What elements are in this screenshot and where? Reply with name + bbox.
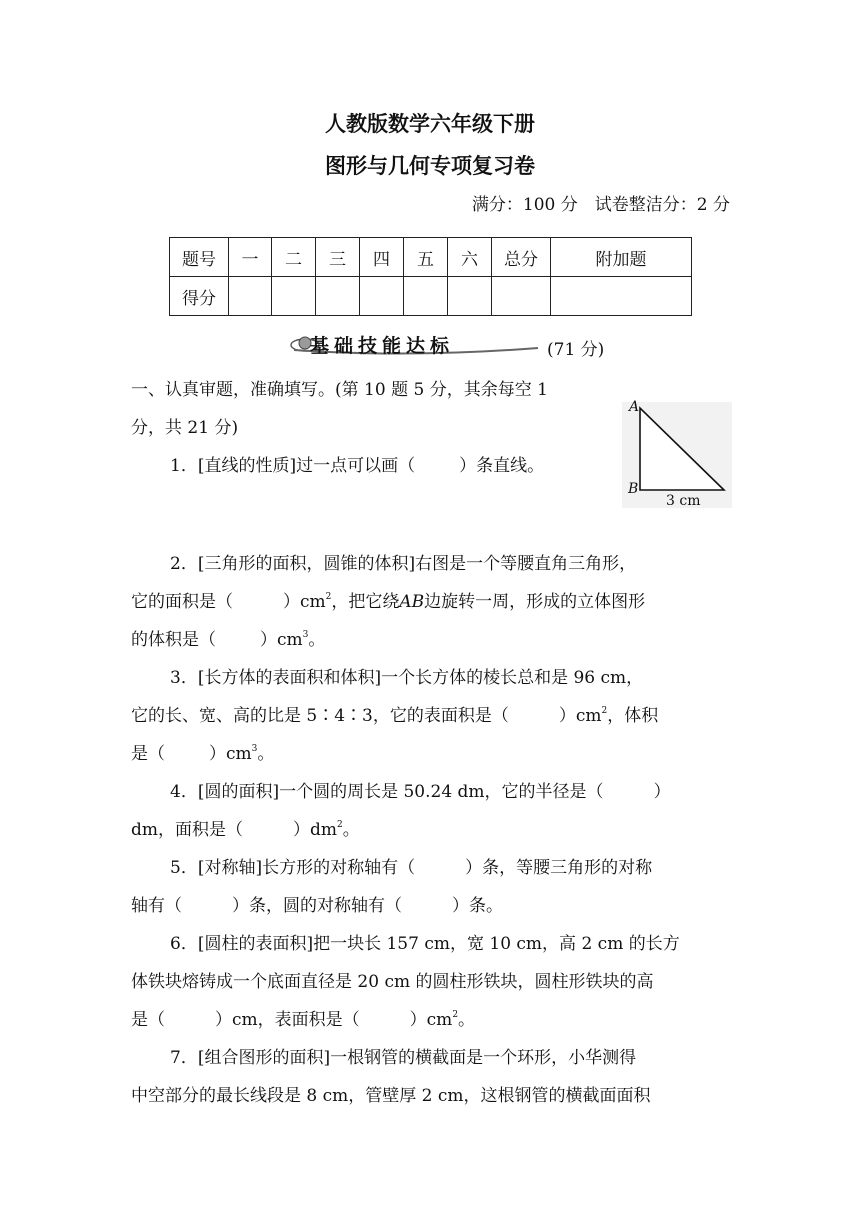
question-7-line-2: 中空部分的最长线段是 8 cm，管壁厚 2 cm，这根钢管的横截面面积 bbox=[131, 1086, 651, 1106]
question-3: 3．[长方体的表面积和体积]一个长方体的棱长总和是 96 cm， bbox=[170, 668, 644, 688]
part1-heading-cont: 分，共 21 分) bbox=[131, 418, 239, 438]
question-1: 1．[直线的性质]过一点可以画（ ）条直线。 bbox=[170, 456, 545, 476]
figure-length-label: 3 cm bbox=[666, 493, 701, 509]
paper-title: 人教版数学六年级下册 bbox=[325, 111, 535, 136]
section-points: (71 分) bbox=[547, 340, 605, 360]
table-cell: 二 bbox=[272, 238, 316, 277]
question-3-line-3: 是（ ）$cm^3$。 bbox=[131, 744, 275, 764]
paper-subtitle: 图形与几何专项复习卷 bbox=[325, 153, 535, 178]
question-6-line-3: 是（ ）cm，表面积是（ ）$cm^2$。 bbox=[131, 1010, 476, 1030]
table-cell: 一 bbox=[229, 238, 272, 277]
score-cell bbox=[272, 277, 316, 316]
question-3-line-2: 它的长、宽、高的比是 5∶4∶3，它的表面积是（ ）$cm^2$，体积 bbox=[131, 706, 659, 726]
table-cell: 五 bbox=[404, 238, 448, 277]
score-cell bbox=[448, 277, 492, 316]
figure-label-a: A bbox=[629, 399, 640, 415]
score-info: 满分：100 分 试卷整洁分：2 分 bbox=[471, 195, 730, 215]
question-5-line-2: 轴有（ ）条，圆的对称轴有（ ）条。 bbox=[131, 896, 503, 916]
table-cell: 六 bbox=[448, 238, 492, 277]
score-table-header-row bbox=[170, 238, 692, 277]
table-cell: 题号 bbox=[170, 238, 229, 277]
question-2-line-2: 它的面积是（ ）$cm^2$，把它绕AB边旋转一周，形成的立体图形 bbox=[131, 592, 646, 612]
table-cell: 附加题 bbox=[551, 238, 692, 277]
section-title: 基础技能达标 bbox=[310, 335, 455, 357]
question-2: 2．[三角形的面积，圆锥的体积]右图是一个等腰直角三角形， bbox=[170, 554, 637, 574]
table-cell: 总分 bbox=[492, 238, 551, 277]
question-4-line-2: dm，面积是（ ）$dm^2$。 bbox=[131, 820, 360, 840]
score-cell bbox=[316, 277, 360, 316]
figure-label-b: B bbox=[628, 481, 639, 497]
part1-heading: 一、认真审题，准确填写。(第 10 题 5 分，其余每空 1 bbox=[131, 380, 548, 400]
question-5: 5．[对称轴]长方形的对称轴有（ ）条，等腰三角形的对称 bbox=[170, 858, 653, 878]
section-header bbox=[290, 330, 620, 360]
table-cell: 四 bbox=[360, 238, 404, 277]
question-2-line-3: 的体积是（ ）$cm^3$。 bbox=[131, 630, 326, 650]
table-cell: 得分 bbox=[170, 277, 229, 316]
question-6-line-2: 体铁块熔铸成一个底面直径是 20 cm 的圆柱形铁块，圆柱形铁块的高 bbox=[131, 972, 654, 992]
score-cell bbox=[404, 277, 448, 316]
question-7: 7．[组合图形的面积]一根钢管的横截面是一个环形，小华测得 bbox=[170, 1048, 637, 1068]
table-cell: 三 bbox=[316, 238, 360, 277]
score-cell bbox=[492, 277, 551, 316]
question-6: 6．[圆柱的表面积]把一块长 157 cm，宽 10 cm，高 2 cm 的长方 bbox=[170, 934, 680, 954]
question-4: 4．[圆的面积]一个圆的周长是 50.24 dm，它的半径是（ ） bbox=[170, 782, 671, 802]
score-cell bbox=[551, 277, 692, 316]
score-cell bbox=[360, 277, 404, 316]
score-table-score-row bbox=[170, 277, 692, 316]
score-table bbox=[169, 237, 692, 316]
score-cell bbox=[229, 277, 272, 316]
